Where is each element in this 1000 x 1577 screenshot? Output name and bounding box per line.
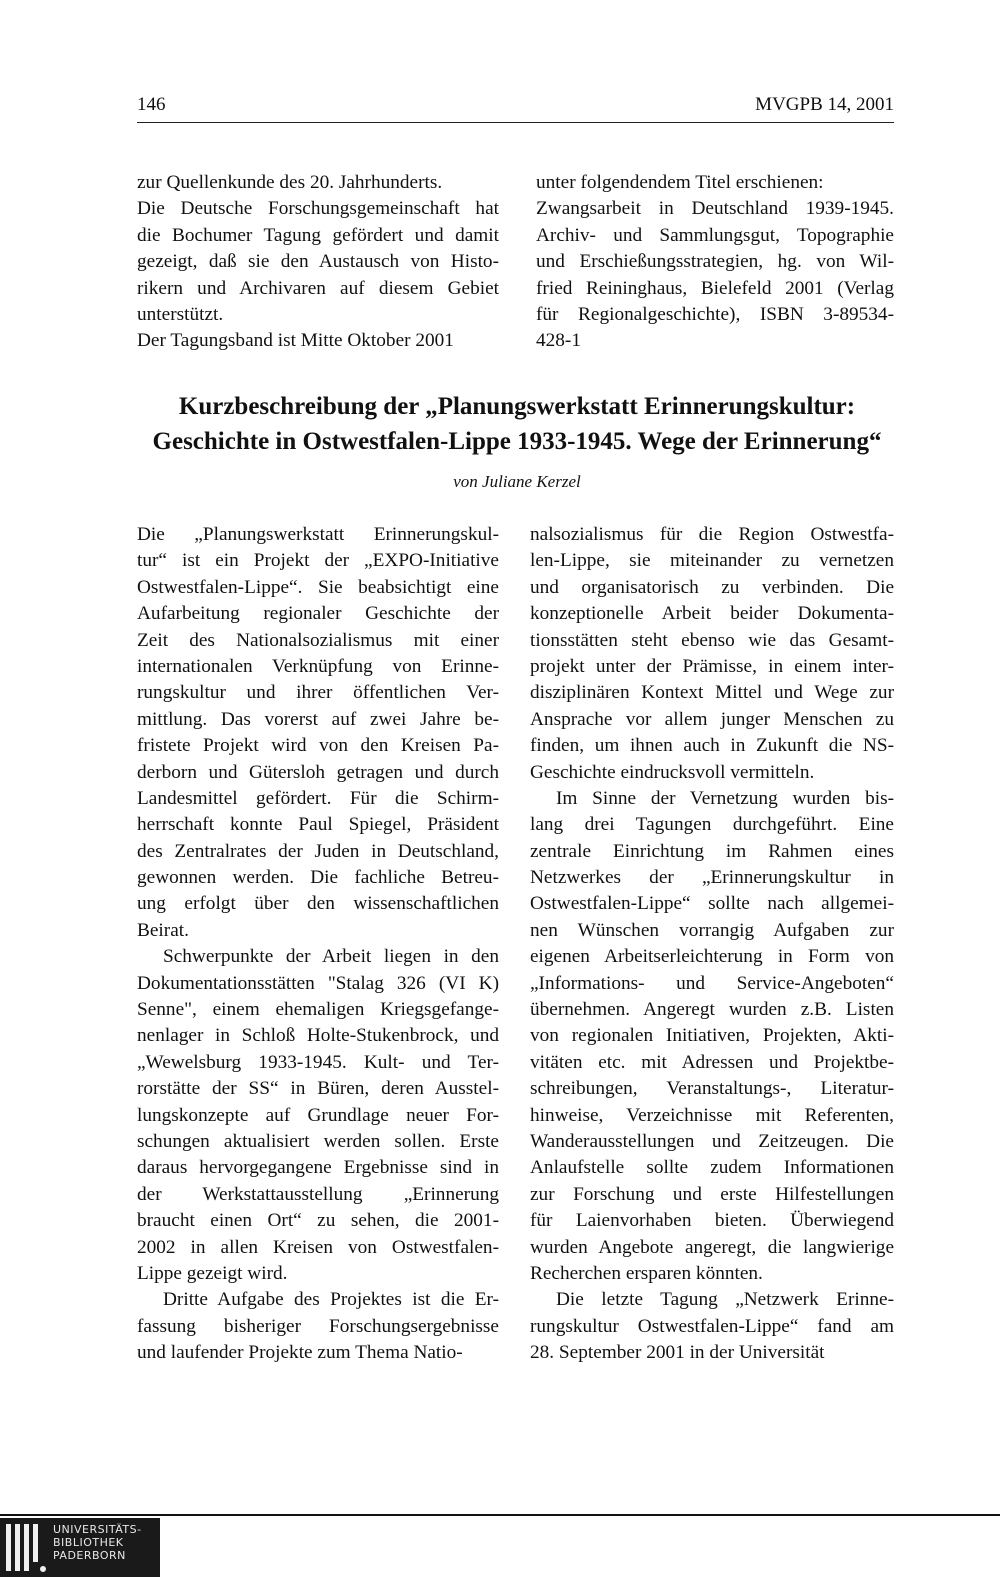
text-line: Die Deutsche Forschungsgemeinschaft hat xyxy=(137,198,499,220)
logo-line: UNIVERSITÄTS- xyxy=(53,1523,142,1536)
text-line: rikern und Archivaren auf diesem Gebiet xyxy=(137,277,499,299)
logo-line: PADERBORN xyxy=(53,1549,126,1562)
text-line: lang drei Tagungen durchgeführt. Eine xyxy=(530,814,894,836)
text-line: übernehmen. Angeregt wurden z.B. Listen xyxy=(530,999,894,1021)
text-line: Ostwestfalen-Lippe“. Sie beabsichtigt eine xyxy=(137,576,499,598)
text-line: daraus hervorgegangene Ergebnisse sind in xyxy=(137,1157,499,1179)
text-line: Beirat. xyxy=(137,919,189,941)
article-title-line-2: Geschichte in Ostwestfalen-Lippe 1933-1945. Wege der Erinnerung“ xyxy=(152,428,882,455)
text-line: rungskultur und ihrer öffentlichen Ver- xyxy=(137,682,499,704)
text-line: ung erfolgt über den wissenschaftlichen xyxy=(137,893,499,915)
text-line: wurden Angebote angeregt, die langwierige xyxy=(530,1236,894,1258)
text-line: des Zentralrates der Juden in Deutschland, xyxy=(137,840,499,862)
text-line: rungskultur Ostwestfalen-Lippe“ fand am xyxy=(530,1315,894,1337)
text-line: fried Reininghaus, Bielefeld 2001 (Verlag xyxy=(536,277,894,299)
text-line: zur Forschung und erste Hilfestellungen xyxy=(530,1183,894,1205)
text-line: Schwerpunkte der Arbeit liegen in den xyxy=(163,946,499,968)
text-line: gewonnen werden. Die fachliche Betreu- xyxy=(137,867,499,889)
text-line: unterstützt. xyxy=(137,303,224,325)
article-title-line-1: Kurzbeschreibung der „Planungswerkstatt Erinnerungskultur: xyxy=(178,393,856,420)
text-line: schreibungen, Veranstaltungs-, Literatur- xyxy=(530,1078,894,1100)
text-line: zur Quellenkunde des 20. Jahrhunderts. xyxy=(137,172,443,193)
text-line: projekt unter der Prämisse, in einem inter- xyxy=(530,655,894,677)
text-line: Netzwerkes der „Erinnerungskultur in xyxy=(530,867,894,889)
header-rule xyxy=(137,122,894,123)
text-line: nenlager in Schloß Holte-Stukenbrock, und xyxy=(137,1025,499,1047)
top-right-column xyxy=(536,170,894,355)
text-line: Dritte Aufgabe des Projektes ist die Er- xyxy=(163,1289,499,1311)
text-line: „Wewelsburg 1933-1945. Kult- und Ter- xyxy=(137,1051,499,1073)
text-line: fassung bisheriger Forschungsergebnisse xyxy=(137,1315,499,1337)
text-line: von regionalen Initiativen, Projekten, Akti- xyxy=(530,1025,894,1047)
text-line: schungen aktualisiert werden sollen. Erste xyxy=(137,1130,499,1152)
text-line: tur“ ist ein Projekt der „EXPO-Initiative xyxy=(137,550,499,572)
text-line: Ostwestfalen-Lippe“ sollte nach allgemei- xyxy=(530,893,894,915)
text-line: unter folgendendem Titel erschienen: xyxy=(536,172,824,193)
text-line: Archiv- und Sammlungsgut, Topographie xyxy=(536,224,894,246)
text-line: Geschichte eindrucksvoll vermitteln. xyxy=(530,761,815,783)
text-line: Dokumentationsstätten "Stalag 326 (VI K) xyxy=(137,972,499,994)
text-line: Die letzte Tagung „Netzwerk Erinne- xyxy=(556,1289,894,1311)
text-line: und laufender Projekte zum Thema Natio- xyxy=(137,1342,463,1364)
footer-rule xyxy=(0,1514,1000,1516)
text-line: herrschaft konnte Paul Spiegel, Präsident xyxy=(137,814,499,836)
article-author: von Juliane Kerzel xyxy=(453,472,581,491)
text-line: tionsstätten steht ebenso wie das Gesamt- xyxy=(530,629,894,651)
text-line: derborn und Gütersloh getragen und durch xyxy=(137,761,499,783)
text-line: Die „Planungswerkstatt Erinnerungskul- xyxy=(137,524,499,545)
text-line: hinweise, Verzeichnisse mit Referenten, xyxy=(530,1104,894,1126)
text-line: finden, um ihnen auch in Zukunft die NS- xyxy=(530,735,894,757)
page-number: 146 xyxy=(137,94,166,115)
text-line: für Regionalgeschichte), ISBN 3-89534- xyxy=(536,303,894,325)
text-line: 2002 in allen Kreisen von Ostwestfalen- xyxy=(137,1236,499,1258)
text-line: Lippe gezeigt wird. xyxy=(137,1262,288,1284)
library-logo xyxy=(0,1518,160,1577)
text-line: Zeit des Nationalsozialismus mit einer xyxy=(137,629,499,651)
text-line: „Informations- und Service-Angeboten“ xyxy=(530,972,894,994)
text-line: Ansprache vor allem junger Menschen zu xyxy=(530,708,894,730)
text-line: gezeigt, daß sie den Austausch von Histo- xyxy=(137,251,499,273)
text-line: mittlung. Das vorerst auf zwei Jahre be- xyxy=(137,708,499,730)
text-line: nalsozialismus für die Region Ostwestfa- xyxy=(530,524,894,545)
text-line: 428-1 xyxy=(536,330,581,352)
text-line: braucht einen Ort“ zu sehen, die 2001- xyxy=(137,1210,499,1232)
text-line: len-Lippe, sie miteinander zu vernetzen xyxy=(530,550,894,572)
text-line: Recherchen ersparen könnten. xyxy=(530,1262,763,1284)
text-line: Aufarbeitung regionaler Geschichte der xyxy=(137,603,499,625)
text-line: zentrale Einrichtung im Rahmen eines xyxy=(530,840,894,862)
text-line: der Werkstattausstellung „Erinnerung xyxy=(137,1183,499,1205)
text-line: Zwangsarbeit in Deutschland 1939-1945. xyxy=(536,198,894,220)
text-line: disziplinären Kontext Mittel und Wege zur xyxy=(530,682,894,704)
text-line: vitäten etc. mit Adressen und Projektbe- xyxy=(530,1051,894,1073)
library-logo-text xyxy=(53,1523,142,1562)
text-line: und Erschießungsstrategien, hg. von Wil- xyxy=(536,251,894,273)
text-line: und organisatorisch zu verbinden. Die xyxy=(530,576,894,598)
text-line: nen Wünschen vorrangig Aufgaben zur xyxy=(530,919,894,941)
text-line: die Bochumer Tagung gefördert und damit xyxy=(137,224,499,246)
text-line: konzeptionelle Arbeit beider Dokumenta- xyxy=(530,603,894,625)
text-line: Senne", einem ehemaligen Kriegsgefange- xyxy=(137,999,499,1021)
top-left-column xyxy=(137,170,499,355)
text-line: eigenen Arbeitserleichterung in Form von xyxy=(530,946,894,968)
text-line: Im Sinne der Vernetzung wurden bis- xyxy=(556,787,894,809)
library-logo-bars-icon xyxy=(0,1518,48,1577)
text-line: rorstätte der SS“ in Büren, deren Ausstel- xyxy=(137,1078,499,1100)
text-line: für Laienvorhaben bieten. Überwiegend xyxy=(530,1210,894,1232)
text-line: lungskonzepte auf Grundlage neuer For- xyxy=(137,1104,499,1126)
text-line: Anlaufstelle sollte zudem Informationen xyxy=(530,1157,894,1179)
text-line: fristete Projekt wird von den Kreisen Pa- xyxy=(137,735,499,757)
body-left-column xyxy=(137,522,499,1367)
logo-line: BIBLIOTHEK xyxy=(53,1536,124,1549)
page-header xyxy=(137,94,894,124)
journal-reference: MVGPB 14, 2001 xyxy=(755,94,894,115)
text-line: Der Tagungsband ist Mitte Oktober 2001 xyxy=(137,330,454,352)
body-right-column xyxy=(530,522,894,1367)
text-line: 28. September 2001 in der Universität xyxy=(530,1342,825,1364)
text-line: Landesmittel gefördert. Für die Schirm- xyxy=(137,787,499,809)
text-line: Wanderausstellungen und Zeitzeugen. Die xyxy=(530,1130,894,1152)
text-line: internationalen Verknüpfung von Erinne- xyxy=(137,655,499,677)
